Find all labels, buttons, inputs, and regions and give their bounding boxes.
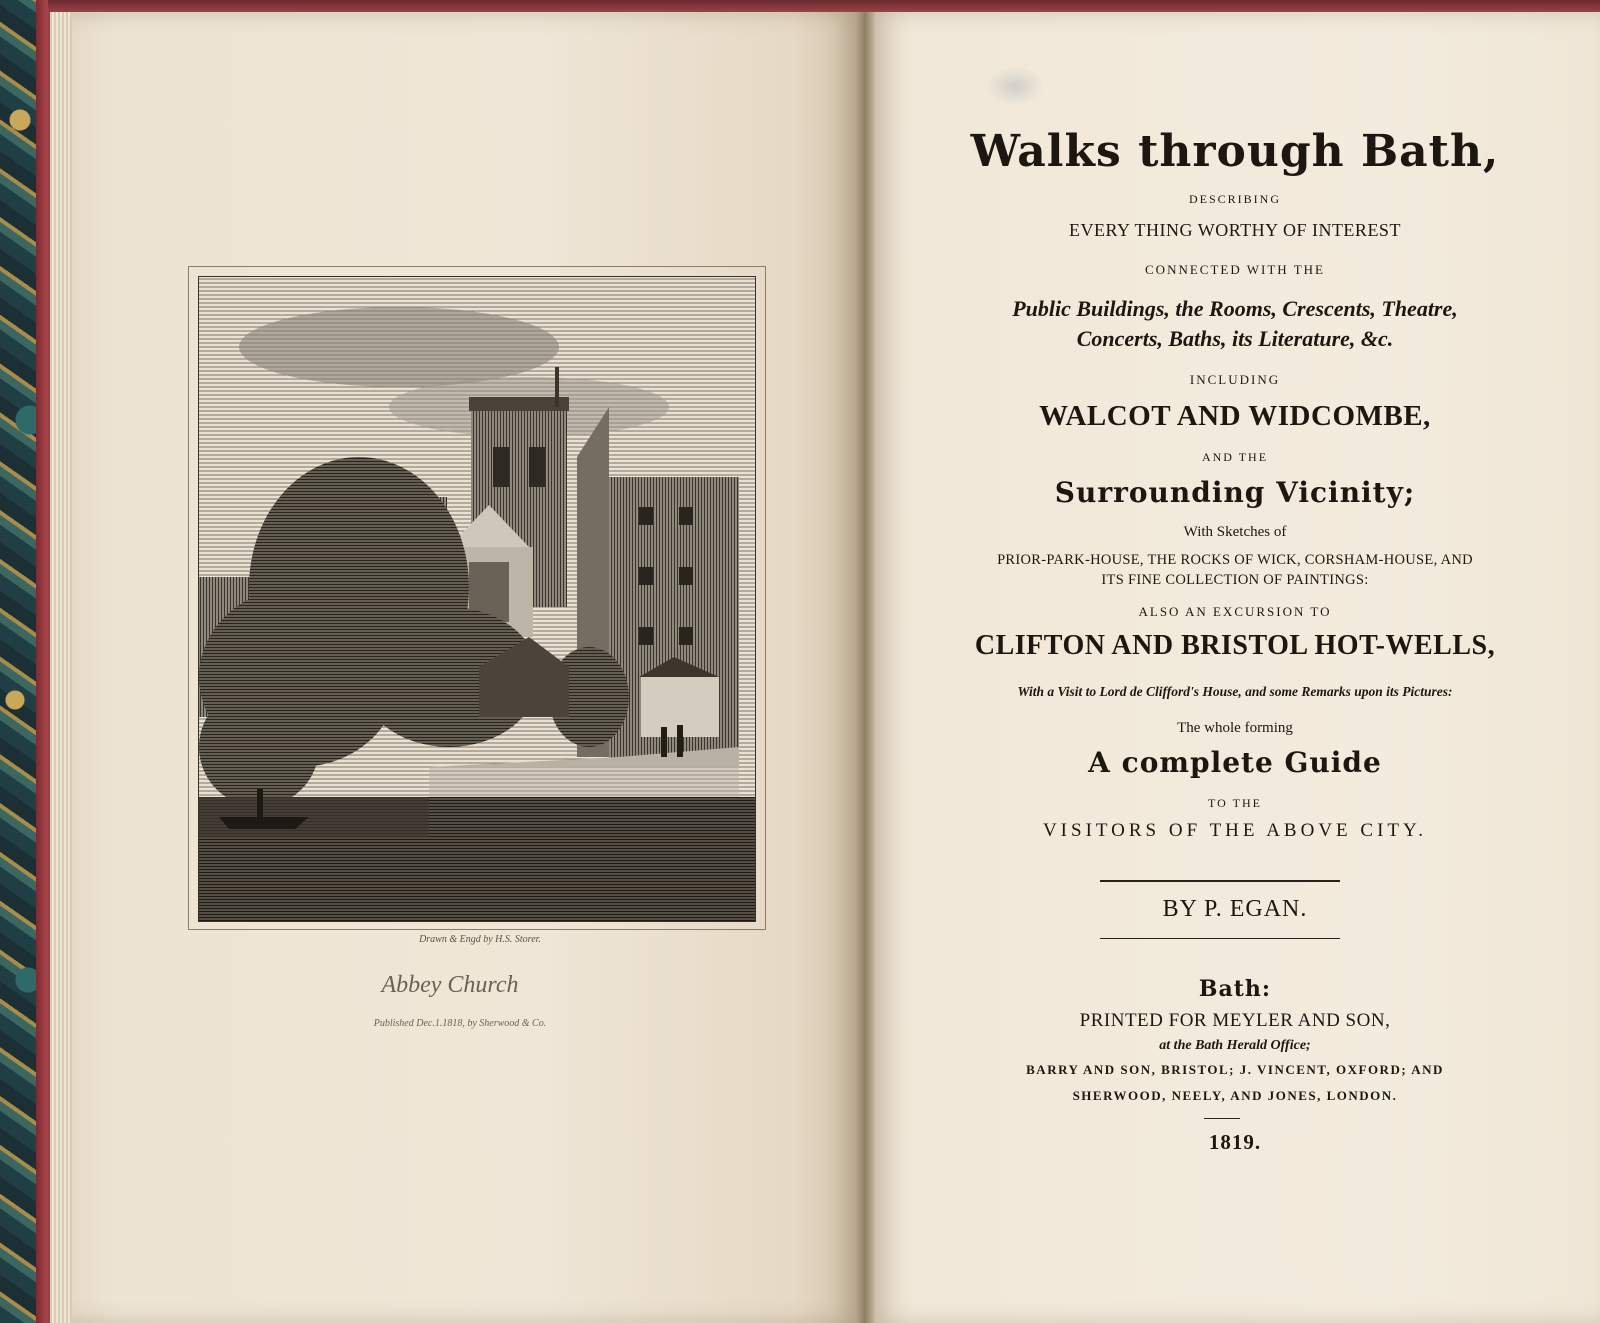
year-line: 1819. [1208,1130,1262,1154]
describing-line: DESCRIBING [1188,192,1281,206]
engraving-credit: Drawn & Engd by H.S. Storer. [419,934,541,945]
author-rule-top [1100,880,1340,882]
visit-line: With a Visit to Lord de Clifford's House, and some Remarks upon its Pictures: [1017,684,1453,699]
book-title: Walks through Bath, [970,126,1500,177]
barry-line: BARRY AND SON, BRISTOL; J. VINCENT, OXFORD; AND [1026,1062,1444,1077]
whole-forming-line: The whole forming [1177,720,1293,736]
and-the-line: AND THE [1201,450,1269,464]
herald-office-line: at the Bath Herald Office; [1159,1038,1311,1053]
author-rule-bottom [1100,938,1340,939]
public-buildings-line-1: Public Buildings, the Rooms, Crescents, Theatre, [1012,296,1458,321]
clifton-line: CLIFTON AND BRISTOL HOT-WELLS, [974,630,1496,661]
year-rule [1204,1118,1240,1119]
page-stack [50,12,72,1323]
also-excursion-line: ALSO AN EXCURSION TO [1138,604,1332,619]
place-line: Bath: [1198,976,1272,1002]
visitors-line: VISITORS OF THE ABOVE CITY. [1042,820,1428,841]
prior-park-line-2: ITS FINE COLLECTION OF PAINTINGS: [1101,572,1369,588]
abbey-church-engraving [198,276,756,922]
printed-for-line: PRINTED FOR MEYLER AND SON, [1079,1010,1391,1031]
connected-line: CONNECTED WITH THE [1145,262,1325,277]
walcot-line: WALCOT AND WIDCOMBE, [1039,400,1431,432]
author-line: BY P. EGAN. [1162,896,1308,922]
right-page [870,12,1600,1323]
sherwood-line: SHERWOOD, NEELY, AND JONES, LONDON. [1072,1088,1398,1103]
engraving-publication: Published Dec.1.1818, by Sherwood & Co. [373,1018,547,1029]
to-the-line: TO THE [1208,796,1262,810]
every-thing-line: EVERY THING WORTHY OF INTEREST [1069,220,1401,240]
engraving-title: Abbey Church [381,972,519,998]
with-sketches-line: With Sketches of [1183,524,1287,540]
ink-blot [985,66,1045,106]
surrounding-line: Surrounding Vicinity; [1054,476,1416,509]
book-gutter [855,12,875,1323]
prior-park-line-1: PRIOR-PARK-HOUSE, THE ROCKS OF WICK, CORSHAM-HOUSE, AND [997,552,1473,568]
complete-guide-line: A complete Guide [1088,746,1382,779]
public-buildings-line-2: Concerts, Baths, its Literature, &c. [1076,326,1394,351]
including-line: INCLUDING [1189,372,1281,387]
